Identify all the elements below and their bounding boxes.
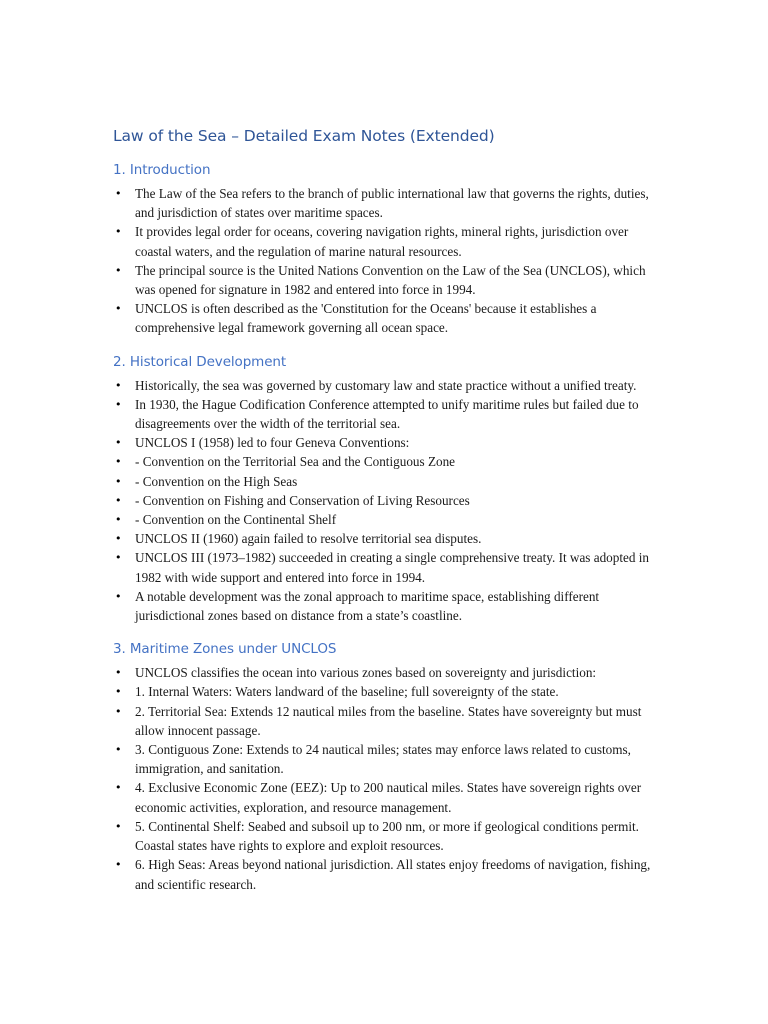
bullet-icon: • xyxy=(115,187,122,200)
list-item xyxy=(113,184,658,222)
section-heading: 3. Maritime Zones under UNCLOS xyxy=(113,641,337,658)
bullet-icon: • xyxy=(115,225,122,239)
bullet-list xyxy=(113,663,658,893)
list-item xyxy=(113,817,658,855)
list-item-text: 4. Exclusive Economic Zone (EEZ): Up to 200 nautical miles. States have sovereign rights over economic activities, exploration, and resource management. xyxy=(135,780,642,815)
bullet-icon: • xyxy=(115,858,122,872)
list-item xyxy=(113,548,658,586)
list-item xyxy=(113,472,658,491)
bullet-icon: • xyxy=(115,263,122,277)
bullet-icon: • xyxy=(115,685,122,699)
list-item xyxy=(113,452,658,471)
bullet-icon: • xyxy=(115,397,122,411)
list-item-text: 6. High Seas: Areas beyond national jurisdiction. All states enjoy freedoms of navigation, fishing, and scientific research. xyxy=(135,857,651,892)
list-item xyxy=(113,663,658,682)
list-item-text: 2. Territorial Sea: Extends 12 nautical miles from the baseline. States have sovereignty but must allow innocent passage. xyxy=(135,703,642,738)
list-item xyxy=(113,740,658,778)
list-item-text: - Convention on Fishing and Conservation of Living Resources xyxy=(135,492,470,508)
bullet-icon: • xyxy=(115,666,122,680)
section-heading: 2. Historical Development xyxy=(113,353,287,370)
bullet-icon: • xyxy=(115,513,122,527)
section-maritime-zones xyxy=(113,639,658,893)
list-item-text: - Convention on the High Seas xyxy=(135,473,298,489)
list-item xyxy=(113,491,658,510)
list-item-text: UNCLOS I (1958) led to four Geneva Conventions: xyxy=(135,435,410,451)
bullet-icon: • xyxy=(115,532,122,546)
list-item xyxy=(113,682,658,701)
list-item xyxy=(113,510,658,529)
list-item xyxy=(113,261,658,299)
list-item xyxy=(113,587,658,625)
bullet-icon: • xyxy=(115,819,122,833)
list-item-text: A notable development was the zonal approach to maritime space, establishing different jurisdictional zones based on distance from a state’s coastline. xyxy=(135,588,600,624)
list-item-text: - Convention on the Territorial Sea and the Contiguous Zone xyxy=(135,454,456,470)
bullet-icon: • xyxy=(115,743,122,757)
bullet-list xyxy=(113,376,658,626)
bullet-icon: • xyxy=(115,781,122,795)
list-item xyxy=(113,702,658,740)
list-item-text: 3. Contiguous Zone: Extends to 24 nautical miles; states may enforce laws related to customs, immigration, and sanitation. xyxy=(135,742,631,777)
list-item-text: In 1930, the Hague Codification Conference attempted to unify maritime rules but failed due to disagreements over the width of the territorial sea. xyxy=(135,396,639,432)
bullet-icon: • xyxy=(115,302,122,316)
list-item-text: The Law of the Sea refers to the branch of public international law that governs the rights, duties, and jurisdiction of states over maritime spaces. xyxy=(135,186,649,221)
bullet-list xyxy=(113,184,658,338)
section-heading: 1. Introduction xyxy=(113,162,211,178)
bullet-icon: • xyxy=(115,704,122,718)
list-item-text: UNCLOS II (1960) again failed to resolve territorial sea disputes. xyxy=(135,531,482,547)
list-item-text: Historically, the sea was governed by customary law and state practice without a unified treaty. xyxy=(135,377,637,393)
list-item xyxy=(113,299,658,337)
list-item-text: The principal source is the United Nations Convention on the Law of the Sea (UNCLOS), which was opened for signature in 1982 and entered into force in 1994. xyxy=(135,262,646,298)
list-item xyxy=(113,778,658,816)
section-introduction xyxy=(113,160,658,338)
list-item-text: - Convention on the Continental Shelf xyxy=(135,512,337,528)
bullet-icon: • xyxy=(115,378,122,392)
list-item-text: UNCLOS classifies the ocean into various zones based on sovereignty and jurisdiction: xyxy=(135,665,597,681)
document-page xyxy=(113,124,658,908)
list-item-text: UNCLOS is often described as the 'Constitution for the Oceans' because it establishes a comprehensive legal framework governing all ocean space. xyxy=(135,301,597,336)
list-item-text: It provides legal order for oceans, covering navigation rights, mineral rights, jurisdiction over coastal waters, and the regulation of marine natural resources. xyxy=(135,224,629,259)
bullet-icon: • xyxy=(115,589,122,603)
bullet-icon: • xyxy=(115,551,122,565)
list-item xyxy=(113,855,658,893)
list-item-text: 1. Internal Waters: Waters landward of the baseline; full sovereignty of the state. xyxy=(135,684,559,700)
list-item-text: UNCLOS III (1973–1982) succeeded in creating a single comprehensive treaty. It was adopted in 1982 with wide support and entered into force in 1994. xyxy=(135,550,650,585)
list-item xyxy=(113,222,658,260)
bullet-icon: • xyxy=(115,436,122,450)
list-item xyxy=(113,433,658,452)
bullet-icon: • xyxy=(115,455,122,469)
bullet-icon: • xyxy=(115,474,122,488)
list-item-text: 5. Continental Shelf: Seabed and subsoil up to 200 nm, or more if geological conditions permit. Coastal states have rights to explore and exploit resources. xyxy=(135,818,639,854)
list-item xyxy=(113,529,658,548)
list-item xyxy=(113,376,658,395)
document-title: Law of the Sea – Detailed Exam Notes (Extended) xyxy=(113,127,495,145)
list-item xyxy=(113,395,658,433)
section-historical-development xyxy=(113,352,658,626)
bullet-icon: • xyxy=(115,493,122,507)
